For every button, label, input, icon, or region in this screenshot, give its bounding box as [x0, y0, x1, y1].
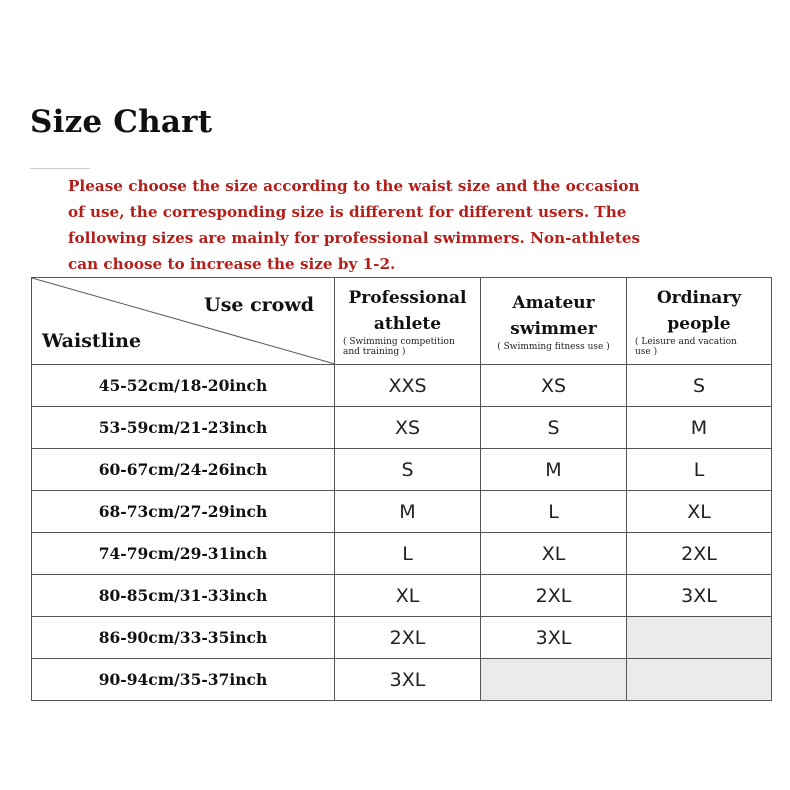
empty-size-cell	[627, 659, 772, 701]
size-cell: S	[335, 449, 481, 491]
table-row	[32, 617, 772, 659]
table-row	[32, 533, 772, 575]
size-cell: 2XL	[627, 533, 772, 575]
size-cell: XL	[335, 575, 481, 617]
waistline-label: Waistline	[42, 330, 142, 352]
corner-header-cell	[32, 278, 335, 365]
table-row	[32, 491, 772, 533]
use-crowd-label: Use crowd	[204, 294, 314, 316]
size-cell: 3XL	[627, 575, 772, 617]
size-cell: L	[481, 491, 627, 533]
table-row	[32, 449, 772, 491]
notice-line: of use, the corresponding size is different for different users. The	[68, 203, 627, 221]
size-cell: 3XL	[335, 659, 481, 701]
column-subtitle: ( Swimming fitness use )	[497, 342, 610, 352]
notice-line: can choose to increase the size by 1-2.	[68, 255, 396, 273]
column-title: Professional	[348, 288, 467, 308]
page-title: Size Chart	[30, 104, 213, 140]
empty-size-cell	[481, 659, 627, 701]
size-cell: M	[481, 449, 627, 491]
size-rows	[32, 365, 772, 701]
size-cell: XS	[335, 407, 481, 449]
notice-line: following sizes are mainly for professional swimmers. Non-athletes	[68, 229, 641, 247]
size-cell: XL	[481, 533, 627, 575]
size-cell: XS	[481, 365, 627, 407]
column-header-amateur	[481, 278, 627, 365]
size-cell: 2XL	[335, 617, 481, 659]
size-cell: S	[627, 365, 772, 407]
column-title: athlete	[373, 314, 442, 334]
column-title: people	[667, 314, 731, 334]
waist-range-cell: 45-52cm/18-20inch	[32, 365, 335, 407]
table-row	[32, 575, 772, 617]
table-row	[32, 659, 772, 701]
size-table	[31, 277, 772, 701]
column-header-ordinary	[627, 278, 772, 365]
column-title: swimmer	[510, 319, 597, 339]
size-cell: S	[481, 407, 627, 449]
column-subtitle: use )	[635, 347, 658, 357]
column-title: Ordinary	[656, 288, 742, 308]
waist-range-cell: 60-67cm/24-26inch	[32, 449, 335, 491]
size-cell: M	[627, 407, 772, 449]
column-subtitle: and training )	[343, 347, 406, 357]
title-divider	[30, 168, 90, 169]
size-cell: M	[335, 491, 481, 533]
waist-range-cell: 90-94cm/35-37inch	[32, 659, 335, 701]
size-cell: 2XL	[481, 575, 627, 617]
column-subtitle: ( Leisure and vacation	[635, 337, 737, 347]
waist-range-cell: 86-90cm/33-35inch	[32, 617, 335, 659]
table-row	[32, 365, 772, 407]
column-title: Amateur	[512, 293, 595, 313]
size-cell: 3XL	[481, 617, 627, 659]
column-subtitle: ( Swimming competition	[343, 337, 455, 347]
waist-range-cell: 68-73cm/27-29inch	[32, 491, 335, 533]
size-cell: XXS	[335, 365, 481, 407]
waist-range-cell: 53-59cm/21-23inch	[32, 407, 335, 449]
table-row	[32, 407, 772, 449]
column-header-professional	[335, 278, 481, 365]
size-cell: L	[335, 533, 481, 575]
notice-line: Please choose the size according to the waist size and the occasion	[68, 177, 640, 195]
size-notice	[68, 173, 748, 277]
size-cell: L	[627, 449, 772, 491]
size-cell: XL	[627, 491, 772, 533]
table-header-row	[32, 278, 772, 365]
waist-range-cell: 80-85cm/31-33inch	[32, 575, 335, 617]
empty-size-cell	[627, 617, 772, 659]
waist-range-cell: 74-79cm/29-31inch	[32, 533, 335, 575]
